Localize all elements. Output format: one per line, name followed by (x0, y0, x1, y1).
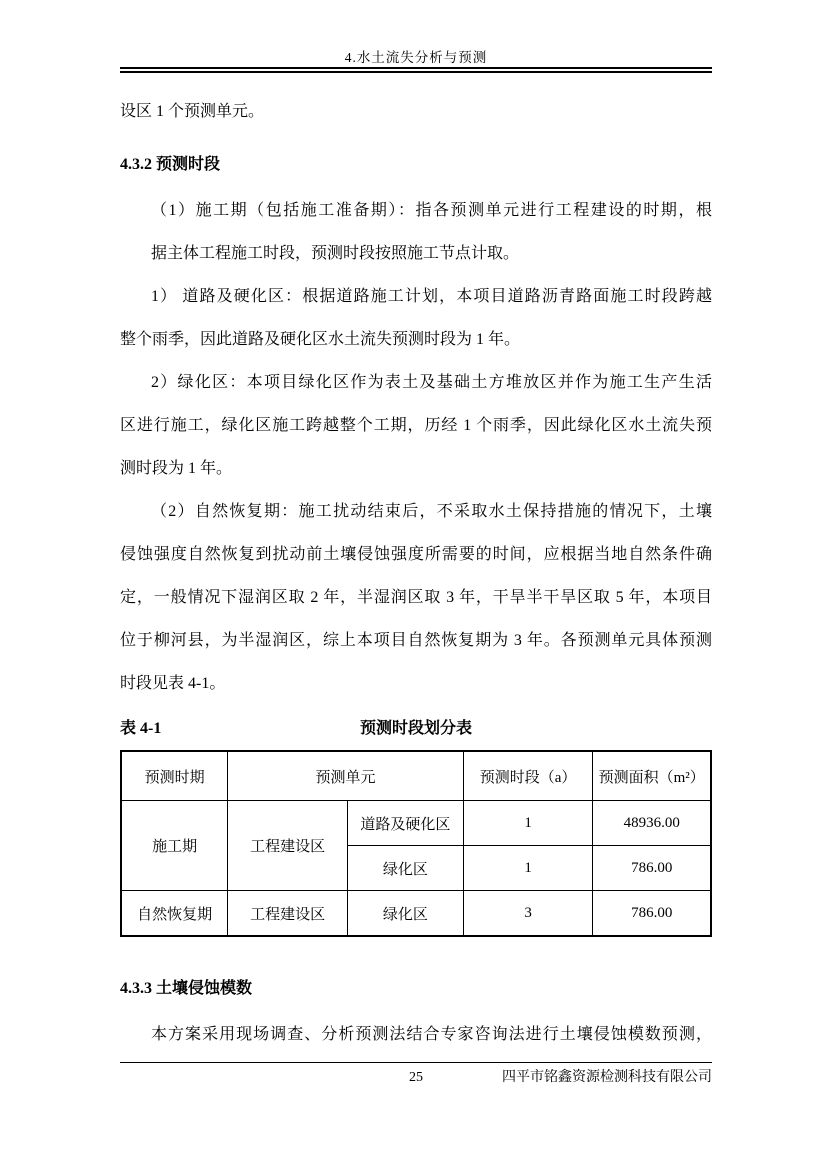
paragraph-line: 2）绿化区：本项目绿化区作为表土及基础土方堆放区并作为施工生产生活 (151, 374, 712, 391)
paragraph-line: 时段见表 4-1。 (120, 675, 226, 692)
paragraph-line: （1）施工期（包括施工准备期）：指各预测单元进行工程建设的时期，根 (151, 202, 712, 219)
table-caption-label: 表 4-1 (120, 720, 162, 737)
paragraph-line: 本方案采用现场调查、分析预测法结合专家咨询法进行土壤侵蚀模数预测， (151, 1026, 712, 1043)
cell-duration: 3 (463, 891, 593, 937)
table-caption-title: 预测时段划分表 (359, 720, 472, 737)
paragraph-line: 侵蚀强度自然恢复到扰动前土壤侵蚀强度所需要的时间，应根据当地自然条件确 (120, 546, 712, 563)
paragraph-line: 整个雨季，因此道路及硬化区水土流失预测时段为 1 年。 (120, 331, 521, 348)
cell-duration: 1 (463, 846, 593, 891)
header-cell-period: 预测时期 (121, 751, 228, 801)
cell-zone: 工程建设区 (228, 801, 348, 891)
intro-paragraph-line: 设区 1 个预测单元。 (120, 103, 265, 120)
paragraph-line: 据主体工程施工时段，预测时段按照施工节点计取。 (151, 245, 520, 262)
paragraph-line: 1） 道路及硬化区：根据道路施工计划，本项目道路沥青路面施工时段跨越 (151, 288, 712, 305)
cell-unit: 绿化区 (348, 846, 464, 891)
paragraph-line: 位于柳河县，为半湿润区，综上本项目自然恢复期为 3 年。各预测单元具体预测 (120, 632, 712, 649)
cell-duration: 1 (463, 801, 593, 846)
section-4-3-2-heading: 4.3.2 预测时段 (120, 156, 221, 173)
paragraph-line: （2）自然恢复期：施工扰动结束后，不采取水土保持措施的情况下，土壤 (151, 503, 712, 520)
cell-unit: 道路及硬化区 (348, 801, 464, 846)
table-caption (120, 707, 712, 750)
footer-rule (120, 1062, 712, 1063)
running-header-title: 4.水土流失分析与预测 (344, 50, 488, 65)
cell-period: 自然恢复期 (121, 891, 228, 937)
paragraph-line: 区进行施工，绿化区施工跨越整个工期，历经 1 个雨季，因此绿化区水土流失预 (120, 417, 712, 434)
cell-area: 48936.00 (593, 801, 711, 846)
page-footer (120, 1064, 712, 1092)
cell-zone: 工程建设区 (228, 891, 348, 937)
header-cell-unit: 预测单元 (228, 751, 463, 801)
cell-period: 施工期 (121, 801, 228, 891)
paragraph-line: 测时段为 1 年。 (120, 460, 233, 477)
table-row (121, 801, 711, 846)
header-cell-area: 预测面积（m²） (593, 751, 711, 801)
table-header-row (121, 751, 711, 801)
page-number: 25 (409, 1070, 423, 1085)
section-4-3-3-heading: 4.3.3 土壤侵蚀模数 (120, 980, 253, 997)
header-cell-duration: 预测时段（a） (463, 751, 593, 801)
page-content (120, 72, 712, 1056)
section-4-3-3-body (120, 1013, 712, 1056)
cell-area: 786.00 (593, 891, 711, 937)
paragraph-line: 定，一般情况下湿润区取 2 年，半湿润区取 3 年，干旱半干旱区取 5 年，本项目 (120, 589, 712, 606)
table-row (121, 891, 711, 937)
section-4-3-2-body (120, 189, 712, 705)
company-name: 四平市铭鑫资源检测科技有限公司 (502, 1070, 712, 1085)
prediction-period-table (120, 750, 712, 937)
cell-unit: 绿化区 (348, 891, 464, 937)
cell-area: 786.00 (593, 846, 711, 891)
